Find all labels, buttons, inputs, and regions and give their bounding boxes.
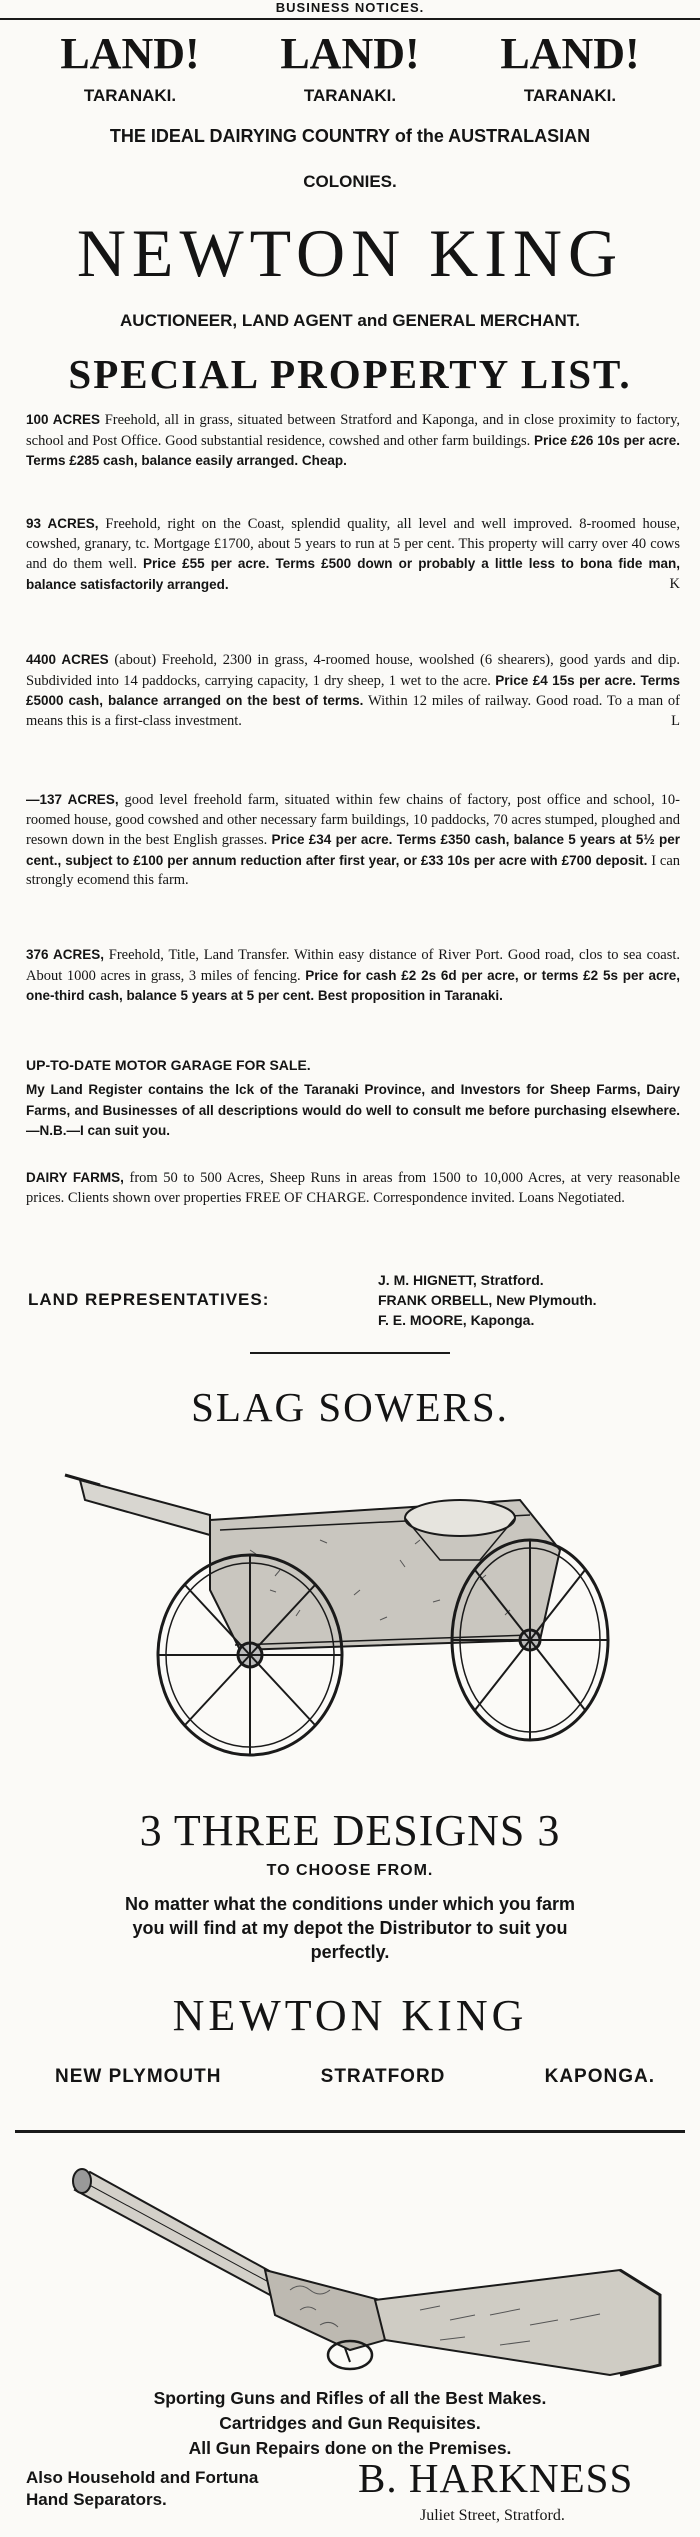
shotgun-illustration: [20, 2150, 680, 2385]
merchant-address: Juliet Street, Stratford.: [420, 2507, 565, 2524]
guns-line-3: All Gun Repairs done on the Premises.: [188, 2438, 512, 2458]
land-word: LAND!: [500, 29, 640, 78]
listing-137-acres: —137 ACRES, good level freehold farm, situated within few chains of factory, post office and school, 10-roomed house, good cowshed and other necessary farm buildings, 10 paddocks, 70 acres stumped, ploughed and resown down in the best English grasses. Price £34 per acre. Terms £350 cash, balance 5 years at 5½ per cent., subject to £100 per annum reduction after first year, or £33 10s per acre with £700 deposit. I can strongly ecomend this farm.: [26, 792, 681, 889]
land-register-paragraph: My Land Register contains the lck of the Taranaki Province, and Investors for Sheep Farms, Dairy Farms, and Businesses of all descriptions would do well to consult me before purchasing elsewhere.—N.B.—I can suit you.: [26, 1082, 680, 1139]
ad-separator-rule: [15, 2130, 685, 2133]
header-rule: [0, 18, 700, 20]
listing-100-acres: 100 ACRES Freehold, all in grass, situated between Stratford and Kaponga, and in close proximity to factory, school and Post Office. Good substantial residence, cowshed and other farm buildings. Price £26 10s per acre. Terms £285 cash, balance easily arranged. Cheap.: [26, 412, 680, 469]
land-headline-row: [20, 28, 680, 79]
representatives-label: LAND REPRESENTATIVES:: [28, 1290, 270, 1309]
representative-name: J. M. HIGNETT, Stratford.: [378, 1272, 544, 1288]
three-designs-line: 3 THREE DESIGNS 3: [139, 1806, 561, 1855]
section-heading: BUSINESS NOTICES.: [275, 0, 425, 15]
town-name: STRATFORD: [320, 2066, 446, 2087]
land-word: LAND!: [60, 29, 200, 78]
listing-376-acres: 376 ACRES, Freehold, Title, Land Transfer. Within easy distance of River Port. Good road, clos to sea coast. About 1000 acres in grass, 3 miles of fencing. Price for cash £2 2s 6d per acre, or terms £2 5s per acre, one-third cash, balance 5 years at 5 per cent. Best proposition in Taranaki.: [26, 947, 680, 1004]
taranaki-word: TARANAKI.: [523, 86, 617, 105]
occupation-line: AUCTIONEER, LAND AGENT and GENERAL MERCHANT.: [120, 311, 580, 330]
representative-name: F. E. MOORE, Kaponga.: [378, 1312, 535, 1328]
firm-name-footer: NEWTON KING: [172, 1991, 528, 2040]
slag-body-text: No matter what the conditions under which you farm you will find at my depot the Distributor to suit you perfectly.: [124, 1894, 576, 1962]
separators-text: Also Household and Fortuna Hand Separators.: [26, 2468, 259, 2509]
listing-93-acres: 93 ACRES, Freehold, right on the Coast, splendid quality, all level and well improved. 8-roomed house, cowshed, granary, tc. Mortgage £1700, about 5 years to run at 5 per cent. This property will carry over 40 cows and do them well. Price £55 per acre. Terms £500 down or probably a little less to bona fide man, balance satisfactorily arranged. K: [26, 516, 680, 592]
slag-sower-illustration: [60, 1440, 660, 1768]
dairy-farms-paragraph: DAIRY FARMS, from 50 to 500 Acres, Sheep Runs in areas from 1500 to 10,000 Acres, at very reasonable prices. Clients shown over properties FREE OF CHARGE. Correspondence invited. Loans Negotiated.: [26, 1170, 680, 1206]
slag-sowers-title: SLAG SOWERS.: [191, 1384, 509, 1430]
section-divider: [250, 1352, 450, 1354]
tagline-line1: THE IDEAL DAIRYING COUNTRY of the AUSTRALASIAN: [109, 126, 591, 146]
guns-line-2: Cartridges and Gun Requisites.: [219, 2413, 481, 2433]
property-list-title: SPECIAL PROPERTY LIST.: [68, 351, 632, 397]
motor-garage-line: UP-TO-DATE MOTOR GARAGE FOR SALE.: [26, 1057, 311, 1073]
guns-line-1: Sporting Guns and Rifles of all the Best Makes.: [153, 2388, 547, 2408]
branch-towns: [55, 2066, 655, 2088]
merchant-name: B. HARKNESS: [358, 2455, 634, 2501]
town-name: KAPONGA.: [544, 2066, 655, 2087]
town-name: NEW PLYMOUTH: [55, 2066, 222, 2087]
representative-name: FRANK ORBELL, New Plymouth.: [378, 1292, 597, 1308]
land-word: LAND!: [280, 29, 420, 78]
listing-4400-acres: 4400 ACRES (about) Freehold, 2300 in grass, 4-roomed house, woolshed (6 shearers), good yards and dip. Subdivided into 14 paddocks, carrying capacity, 1 dry sheep, 1 wet to the acre. Price £4 15s per acre. Terms £5000 cash, balance arranged on the best of terms. Within 12 miles of railway. Good road. To a man of means this is a first-class investment. L: [26, 652, 681, 729]
choose-from-line: TO CHOOSE FROM.: [266, 1862, 434, 1879]
taranaki-word: TARANAKI.: [303, 86, 397, 105]
representatives-list: [378, 1270, 597, 1330]
tagline-line2: COLONIES.: [303, 172, 397, 191]
taranaki-word: TARANAKI.: [83, 86, 177, 105]
firm-name-title: NEWTON KING: [76, 215, 624, 291]
taranaki-row: [20, 86, 680, 106]
